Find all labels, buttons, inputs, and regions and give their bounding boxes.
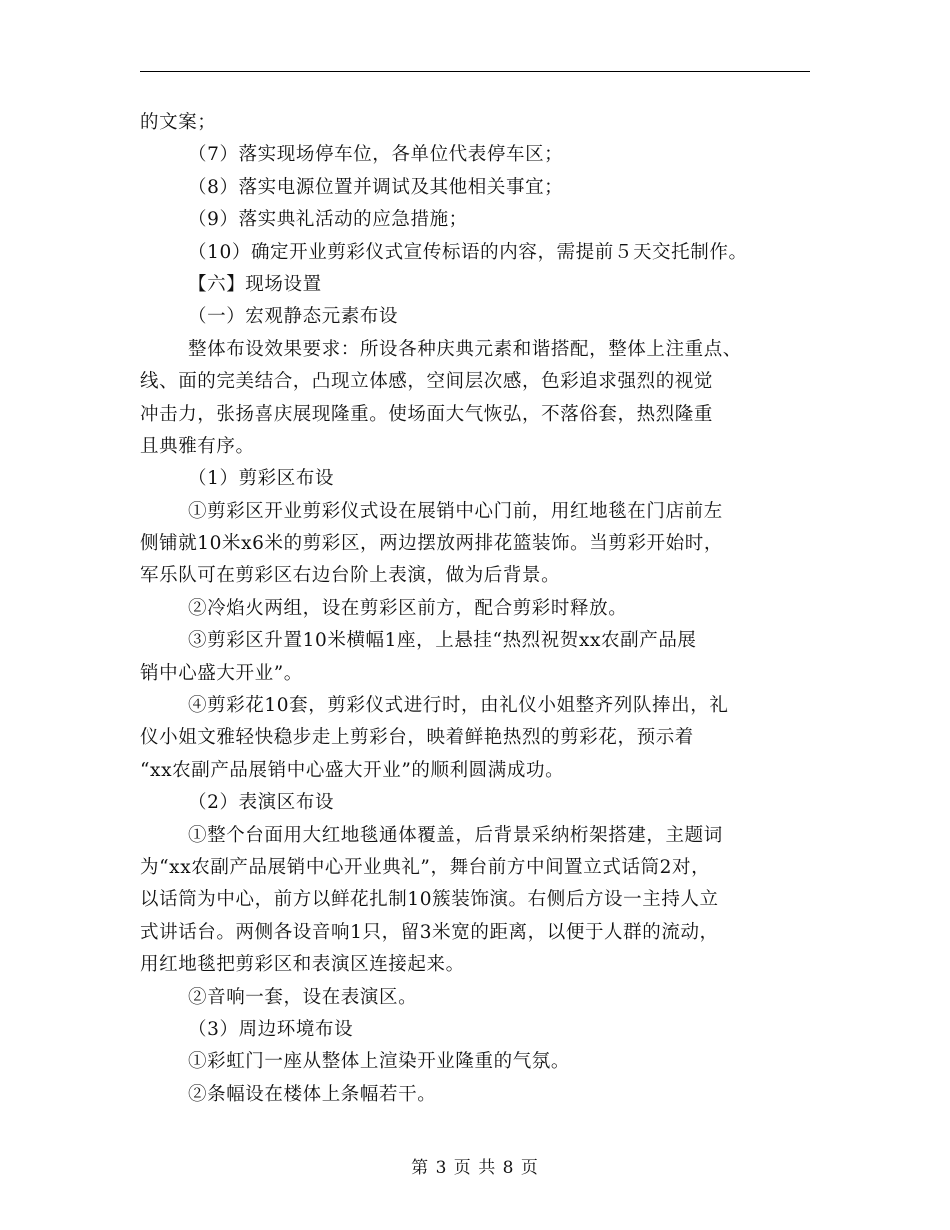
- text-line: 的文案；: [140, 112, 217, 133]
- text-line: “xx农副产品展销中心盛大开业”的顺利圆满成功。: [140, 759, 565, 781]
- text-line: （10）确定开业剪彩仪式宣传标语的内容，需提前５天交托制作。: [188, 241, 748, 263]
- text-line: 整体布设效果要求：所设各种庆典元素和谐搭配，整体上注重点、: [188, 338, 742, 360]
- text-line: （7）落实现场停车位，各单位代表停车区；: [188, 144, 564, 166]
- text-line: （2）表演区布设: [188, 792, 335, 814]
- text-line: 【六】现场设置: [188, 273, 322, 295]
- page-footer: 第 3 页 共 8 页: [411, 1158, 539, 1178]
- text-line: 用红地毯把剪彩区和表演区连接起来。: [140, 954, 465, 976]
- text-line: 销中心盛大开业”。: [140, 662, 303, 684]
- text-line: 且典雅有序。: [140, 435, 255, 457]
- text-line: 线、面的完美结合，凸现立体感，空间层次感，色彩追求强烈的视觉: [140, 371, 714, 393]
- text-line: （1）剪彩区布设: [188, 468, 335, 490]
- text-line: 军乐队可在剪彩区右边台阶上表演，做为后背景。: [140, 565, 561, 587]
- text-line: ②冷焰火两组，设在剪彩区前方，配合剪彩时释放。: [188, 597, 628, 619]
- text-line: 为“xx农副产品展销中心开业典礼”，舞台前方中间置立式话筒2对，: [140, 856, 711, 878]
- text-line: 仪小姐文雅轻快稳步走上剪彩台，映着鲜艳热烈的剪彩花，预示着: [140, 727, 694, 749]
- text-line: ①整个台面用大红地毯通体覆盖，后背景采纳桁架搭建，主题词: [188, 824, 723, 846]
- document-body: [140, 107, 815, 1111]
- text-line: 以话筒为中心，前方以鲜花扎制10簇装饰演。右侧后方设一主持人立: [140, 889, 719, 911]
- text-line: ①彩虹门一座从整体上渲染开业隆重的气氛。: [188, 1051, 571, 1073]
- text-line: ④剪彩花10套，剪彩仪式进行时，由礼仪小姐整齐列队捧出，礼: [188, 695, 729, 717]
- text-line: 式讲话台。两侧各设音响1只，留3米宽的距离，以便于人群的流动，: [140, 921, 719, 943]
- text-line: ②音响一套，设在表演区。: [188, 986, 418, 1008]
- text-line: ①剪彩区开业剪彩仪式设在展销中心门前，用红地毯在门店前左: [188, 500, 723, 522]
- text-line: （8）落实电源位置并调试及其他相关事宜；: [188, 176, 564, 198]
- header-rule: [140, 71, 810, 72]
- text-line: 侧铺就10米x6米的剪彩区，两边摆放两排花篮装饰。当剪彩开始时，: [140, 533, 723, 555]
- text-line: ③剪彩区升置10米横幅1座，上悬挂“热烈祝贺xx农副产品展: [188, 630, 697, 652]
- text-line: 冲击力，张扬喜庆展现隆重。使场面大气恢弘，不落俗套，热烈隆重: [140, 403, 714, 425]
- text-line: （3）周边环境布设: [188, 1018, 354, 1040]
- text-line: （一）宏观静态元素布设: [188, 306, 399, 328]
- text-line: （9）落实典礼活动的应急措施；: [188, 209, 468, 231]
- text-line: ②条幅设在楼体上条幅若干。: [188, 1083, 437, 1105]
